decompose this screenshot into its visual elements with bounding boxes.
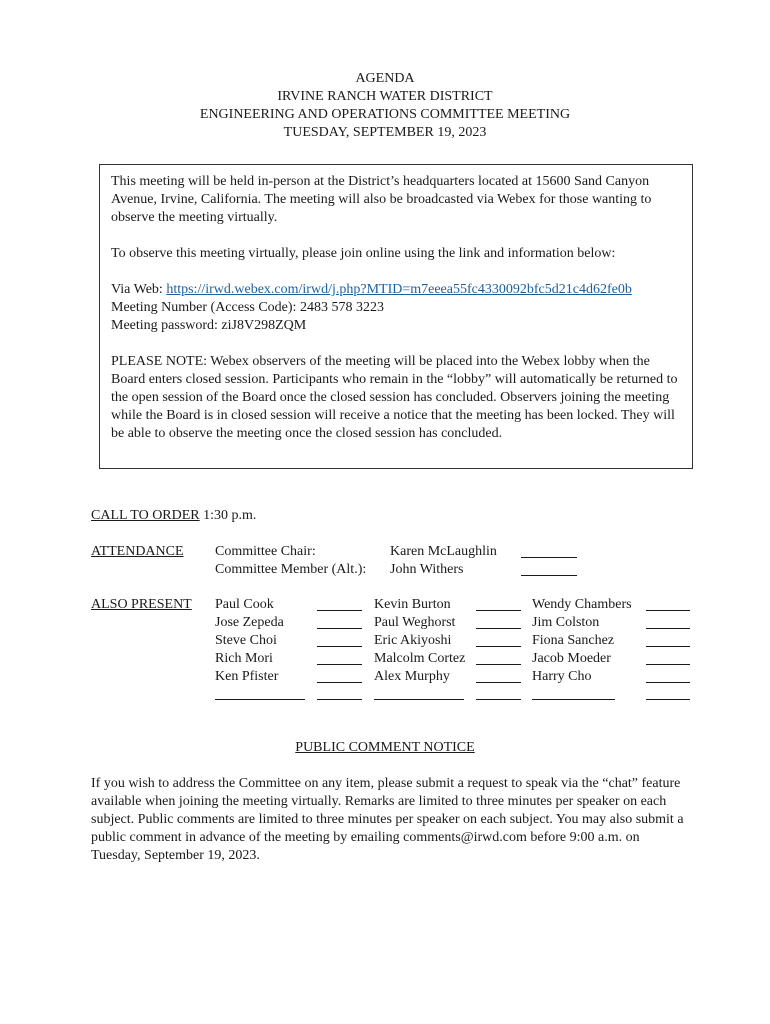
- attendance-blank: [476, 610, 521, 611]
- list-item: Jose Zepeda: [215, 615, 284, 630]
- attendance-blank: [317, 682, 362, 683]
- attendance-blank: [317, 628, 362, 629]
- attendance-blank: [646, 628, 690, 629]
- agenda-header: [0, 70, 770, 142]
- list-item: Fiona Sanchez: [532, 633, 615, 648]
- attendance-label: ATTENDANCE: [91, 544, 184, 559]
- call-to-order-time: 1:30 p.m.: [203, 508, 257, 523]
- attendance-blank: [215, 699, 305, 700]
- attendance-blank: [476, 664, 521, 665]
- list-item: Harry Cho: [532, 669, 592, 684]
- list-item: Jim Colston: [532, 615, 600, 630]
- attendance-role-chair: Committee Chair:: [215, 544, 316, 559]
- attendance-blank: [646, 682, 690, 683]
- attendance-blank: [521, 575, 577, 576]
- attendance-blank: [646, 646, 690, 647]
- list-item: Alex Murphy: [374, 669, 450, 684]
- district-name: IRVINE RANCH WATER DISTRICT: [277, 89, 493, 104]
- meeting-date: TUESDAY, SEPTEMBER 19, 2023: [283, 125, 487, 140]
- attendance-blank: [317, 664, 362, 665]
- list-item: Paul Cook: [215, 597, 274, 612]
- list-item: Paul Weghorst: [374, 615, 456, 630]
- call-to-order-label: CALL TO ORDER: [91, 508, 200, 523]
- attendance-blank: [476, 682, 521, 683]
- attendance-blank: [317, 646, 362, 647]
- attendance-blank: [476, 628, 521, 629]
- attendance-blank: [317, 699, 362, 700]
- attendance-blank: [476, 646, 521, 647]
- list-item: Kevin Burton: [374, 597, 451, 612]
- attendance-blank: [646, 664, 690, 665]
- notice-location-paragraph: This meeting will be held in-person at the District’s headquarters located at 15600 Sand Canyon Avenue, Irvine, California. The meeting will also be broadcasted via Webex for those wanting to observe the meeting virtually.: [111, 174, 652, 225]
- also-present-label: ALSO PRESENT: [91, 597, 192, 612]
- meeting-password: Meeting password: ziJ8V298ZQM: [111, 318, 307, 333]
- attendance-blank: [521, 557, 577, 558]
- meeting-notice-box: [99, 164, 693, 469]
- list-item: Wendy Chambers: [532, 597, 632, 612]
- attendance-blank: [646, 610, 690, 611]
- attendance-blank: [646, 699, 690, 700]
- notice-lobby-paragraph: PLEASE NOTE: Webex observers of the meeting will be placed into the Webex lobby when the Board enters closed session. Participants who remain in the “lobby” will automatically be returned to the open session of the Board once the closed session has concluded. Observers joining the meeting while the Board is in closed session will receive a notice that the meeting has been locked. They will be able to observe the meeting once the closed session has concluded.: [111, 354, 678, 441]
- public-comment-heading: PUBLIC COMMENT NOTICE: [295, 740, 475, 755]
- meeting-number: Meeting Number (Access Code): 2483 578 3223: [111, 300, 384, 315]
- attendance-name-chair: Karen McLaughlin: [390, 544, 497, 559]
- attendance-blank: [476, 699, 521, 700]
- attendance-name-member: John Withers: [390, 562, 464, 577]
- call-to-order-row: [91, 507, 256, 525]
- public-comment-body: If you wish to address the Committee on any item, please submit a request to speak via the “chat” feature available when joining the meeting virtually. Remarks are limited to three minutes per speaker on each subject. Public comments are limited to three minutes per speaker on each subject. You may also submit a public comment in advance of the meeting by emailing comments@irwd.com before 9:00 a.m. on Tuesday, September 19, 2023.: [91, 776, 684, 863]
- via-web-label: Via Web:: [111, 282, 163, 297]
- notice-webex-details: [111, 281, 681, 335]
- committee-name: ENGINEERING AND OPERATIONS COMMITTEE MEETING: [199, 107, 571, 122]
- list-item: Ken Pfister: [215, 669, 279, 684]
- attendance-blank: [317, 610, 362, 611]
- attendance-blank: [532, 699, 615, 700]
- list-item: Eric Akiyoshi: [374, 633, 452, 648]
- attendance-role-member: Committee Member (Alt.):: [215, 562, 367, 577]
- list-item: Rich Mori: [215, 651, 273, 666]
- webex-link[interactable]: https://irwd.webex.com/irwd/j.php?MTID=m7eeea55fc4330092bfc5d21c4d62fe0b: [166, 282, 632, 297]
- list-item: Jacob Moeder: [532, 651, 611, 666]
- list-item: Steve Choi: [215, 633, 277, 648]
- agenda-title: AGENDA: [355, 71, 415, 86]
- attendance-blank: [374, 699, 464, 700]
- notice-join-paragraph: To observe this meeting virtually, please join online using the link and information below:: [111, 246, 616, 261]
- list-item: Malcolm Cortez: [374, 651, 466, 666]
